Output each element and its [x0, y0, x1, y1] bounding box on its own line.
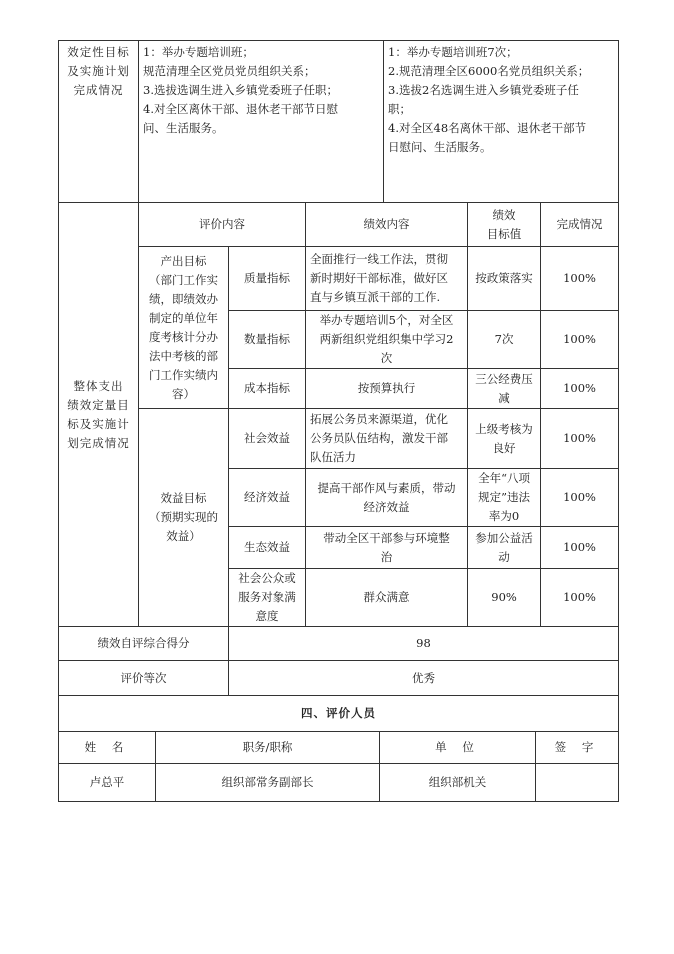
- indicator-content-line: 提高干部作风与素质，带动: [317, 480, 456, 495]
- indicator-target: [468, 369, 541, 409]
- output-goal-line: 门工作实绩内: [149, 367, 218, 382]
- planned-goal-line: 3.选拔选调生进入乡镇党委班子任职；: [143, 83, 338, 97]
- actual-goals-cell: [384, 41, 619, 203]
- benefit-goal-line: 效益目标: [160, 491, 207, 505]
- indicator-name-line: 成本指标: [244, 381, 290, 395]
- indicator-name: [229, 369, 306, 409]
- indicator-content-line: 次: [380, 351, 393, 365]
- score-value: 98: [229, 627, 619, 661]
- personnel-row: [59, 764, 619, 802]
- indicator-target-line: 规定”违法: [478, 490, 530, 504]
- header-title: 职务/职称: [156, 732, 380, 764]
- benefit-goal-group: [139, 409, 229, 627]
- qualitative-goal-label: [59, 41, 139, 203]
- indicator-target-line: 减: [498, 390, 510, 405]
- perf-header-row: [59, 203, 619, 247]
- output-goal-line: 绩，即绩效办: [149, 291, 218, 306]
- grade-row: [59, 661, 619, 696]
- indicator-target: [468, 409, 541, 469]
- indicator-target-line: 90%: [491, 590, 517, 604]
- report-sheet: [58, 40, 619, 802]
- quantitative-goal-label-line: 整体支出: [73, 378, 124, 393]
- header-name: 姓 名: [59, 732, 156, 764]
- planned-goal-line: 4.对全区离休干部、退休老干部节日慰: [143, 102, 338, 116]
- indicator-target-line: 参加公益活: [475, 530, 533, 545]
- actual-goal-line: 2.规范清理全区6000名党员组织关系；: [388, 64, 590, 78]
- actual-goal-line: 1：举办专题培训班7次；: [388, 45, 518, 59]
- indicator-target: [468, 247, 541, 311]
- planned-goals-cell: [139, 41, 384, 203]
- output-goal-line: 度考核计分办: [149, 329, 218, 344]
- indicator-target: [468, 311, 541, 369]
- indicator-name: [229, 527, 306, 569]
- output-goal-line: 产出目标: [160, 253, 207, 268]
- planned-goal-line: 1：举办专题培训班；: [143, 45, 254, 59]
- indicator-target-line: 率为0: [488, 509, 520, 523]
- indicator-name-line: 社会公众或: [238, 571, 296, 585]
- indicator-completion: 100%: [541, 469, 619, 527]
- indicator-name: [229, 311, 306, 369]
- indicator-content-line: 群众满意: [363, 590, 410, 604]
- indicator-target-line: 良好: [492, 440, 516, 455]
- indicator-target-line: 动: [498, 549, 510, 564]
- indicator-name-line: 意度: [255, 609, 279, 623]
- indicator-content-line: 直与乡镇互派干部的工作.: [310, 290, 441, 304]
- grade-value: 优秀: [229, 661, 619, 696]
- indicator-content-line: 带动全区干部参与环境整: [323, 530, 450, 545]
- indicator-name-line: 生态效益: [244, 540, 290, 554]
- planned-goal-line: 规范清理全区党员党员组织关系；: [143, 64, 316, 78]
- actual-goal-line: 4.对全区48名离休干部、退休老干部节: [388, 121, 587, 135]
- indicator-content-line: 全面推行一线工作法，贯彻: [310, 252, 448, 266]
- indicator-name-line: 质量指标: [244, 271, 290, 285]
- personnel-table: [58, 731, 619, 802]
- indicator-name: [229, 569, 306, 627]
- benefit-goal-line: 效益）: [166, 529, 201, 543]
- indicator-completion: 100%: [541, 247, 619, 311]
- indicator-completion: 100%: [541, 369, 619, 409]
- indicator-name-line: 经济效益: [244, 490, 290, 504]
- indicator-row: [59, 247, 619, 311]
- quantitative-goal-label-line: 绩效定量目: [67, 397, 130, 412]
- summary-table: [58, 626, 619, 732]
- indicator-content: [306, 311, 468, 369]
- header-target-line: 目标值: [486, 226, 522, 241]
- qualitative-goal-label-line: 及实施计划: [67, 64, 130, 78]
- evaluation-table: [58, 40, 619, 627]
- output-goal-line: 容）: [172, 386, 195, 401]
- personnel-name: 卢总平: [59, 764, 156, 802]
- output-goal-line: （部门工作实: [149, 272, 218, 287]
- indicator-content-line: 拓展公务员来源渠道，优化: [310, 412, 448, 426]
- indicator-completion: 100%: [541, 311, 619, 369]
- personnel-header-row: [59, 732, 619, 764]
- indicator-name-line: 数量指标: [244, 332, 290, 346]
- indicator-content-line: 新时期好干部标准，做好区: [310, 271, 448, 285]
- qualitative-goal-label-line: 效定性目标: [67, 45, 130, 59]
- indicator-name-line: 服务对象满: [238, 590, 296, 604]
- indicator-target-line: 全年“八项: [478, 471, 530, 485]
- benefit-goal-line: （预期实现的: [149, 510, 218, 524]
- header-unit: 单 位: [380, 732, 536, 764]
- section-title-row: [59, 696, 619, 732]
- indicator-completion: 100%: [541, 569, 619, 627]
- indicator-completion: 100%: [541, 527, 619, 569]
- indicator-name: [229, 247, 306, 311]
- indicator-content: [306, 469, 468, 527]
- indicator-name-line: 社会效益: [244, 431, 290, 445]
- grade-label: 评价等次: [59, 661, 229, 696]
- indicator-content: [306, 247, 468, 311]
- indicator-content: [306, 369, 468, 409]
- indicator-content: [306, 409, 468, 469]
- output-goal-line: 制定的单位年: [149, 310, 218, 325]
- indicator-content-line: 治: [380, 549, 393, 564]
- planned-goal-line: 问、生活服务。: [143, 121, 224, 135]
- indicator-name: [229, 409, 306, 469]
- header-eval-content: 评价内容: [139, 203, 306, 247]
- header-target-line: 绩效: [492, 207, 516, 222]
- output-goal-line: 法中考核的部: [149, 348, 218, 363]
- output-goal-group: [139, 247, 229, 409]
- personnel-unit: 组织部机关: [380, 764, 536, 802]
- indicator-target-line: 按政策落实: [475, 271, 533, 285]
- indicator-target: [468, 469, 541, 527]
- personnel-title: 组织部常务副部长: [156, 764, 380, 802]
- actual-goal-line: 3.选拔2名选调生进入乡镇党委班子任: [388, 83, 579, 97]
- qualitative-goal-row: [59, 41, 619, 203]
- indicator-target-line: 7次: [494, 332, 514, 346]
- actual-goal-line: 日慰问、生活服务。: [388, 140, 492, 154]
- indicator-target: [468, 569, 541, 627]
- indicator-target: [468, 527, 541, 569]
- indicator-content-line: 队伍活力: [310, 450, 356, 464]
- indicator-content-line: 举办专题培训5个，对全区: [319, 313, 454, 327]
- indicator-content-line: 经济效益: [363, 499, 410, 514]
- score-row: [59, 627, 619, 661]
- score-label: 绩效自评综合得分: [59, 627, 229, 661]
- header-completion: 完成情况: [541, 203, 619, 247]
- section-title: 四、评价人员: [59, 696, 619, 732]
- actual-goal-line: 职；: [388, 102, 412, 116]
- personnel-signature: [536, 764, 619, 802]
- indicator-content-line: 公务员队伍结构，激发干部: [310, 431, 448, 445]
- quantitative-goal-label-line: 标及实施计: [67, 416, 130, 431]
- indicator-content-line: 两新组织党组织集中学习2: [319, 332, 454, 346]
- header-signature: 签 字: [536, 732, 619, 764]
- quantitative-goal-label: [59, 203, 139, 627]
- indicator-name: [229, 469, 306, 527]
- indicator-content: [306, 569, 468, 627]
- quantitative-goal-label-line: 划完成情况: [67, 435, 130, 450]
- indicator-row: [59, 409, 619, 469]
- header-perf-content: 绩效内容: [306, 203, 468, 247]
- indicator-content-line: 按预算执行: [357, 381, 416, 395]
- indicator-completion: 100%: [541, 409, 619, 469]
- indicator-target-line: 三公经费压: [475, 371, 533, 386]
- indicator-content: [306, 527, 468, 569]
- indicator-target-line: 上级考核为: [475, 421, 533, 436]
- qualitative-goal-label-line: 完成情况: [73, 83, 124, 97]
- header-target-value: [468, 203, 541, 247]
